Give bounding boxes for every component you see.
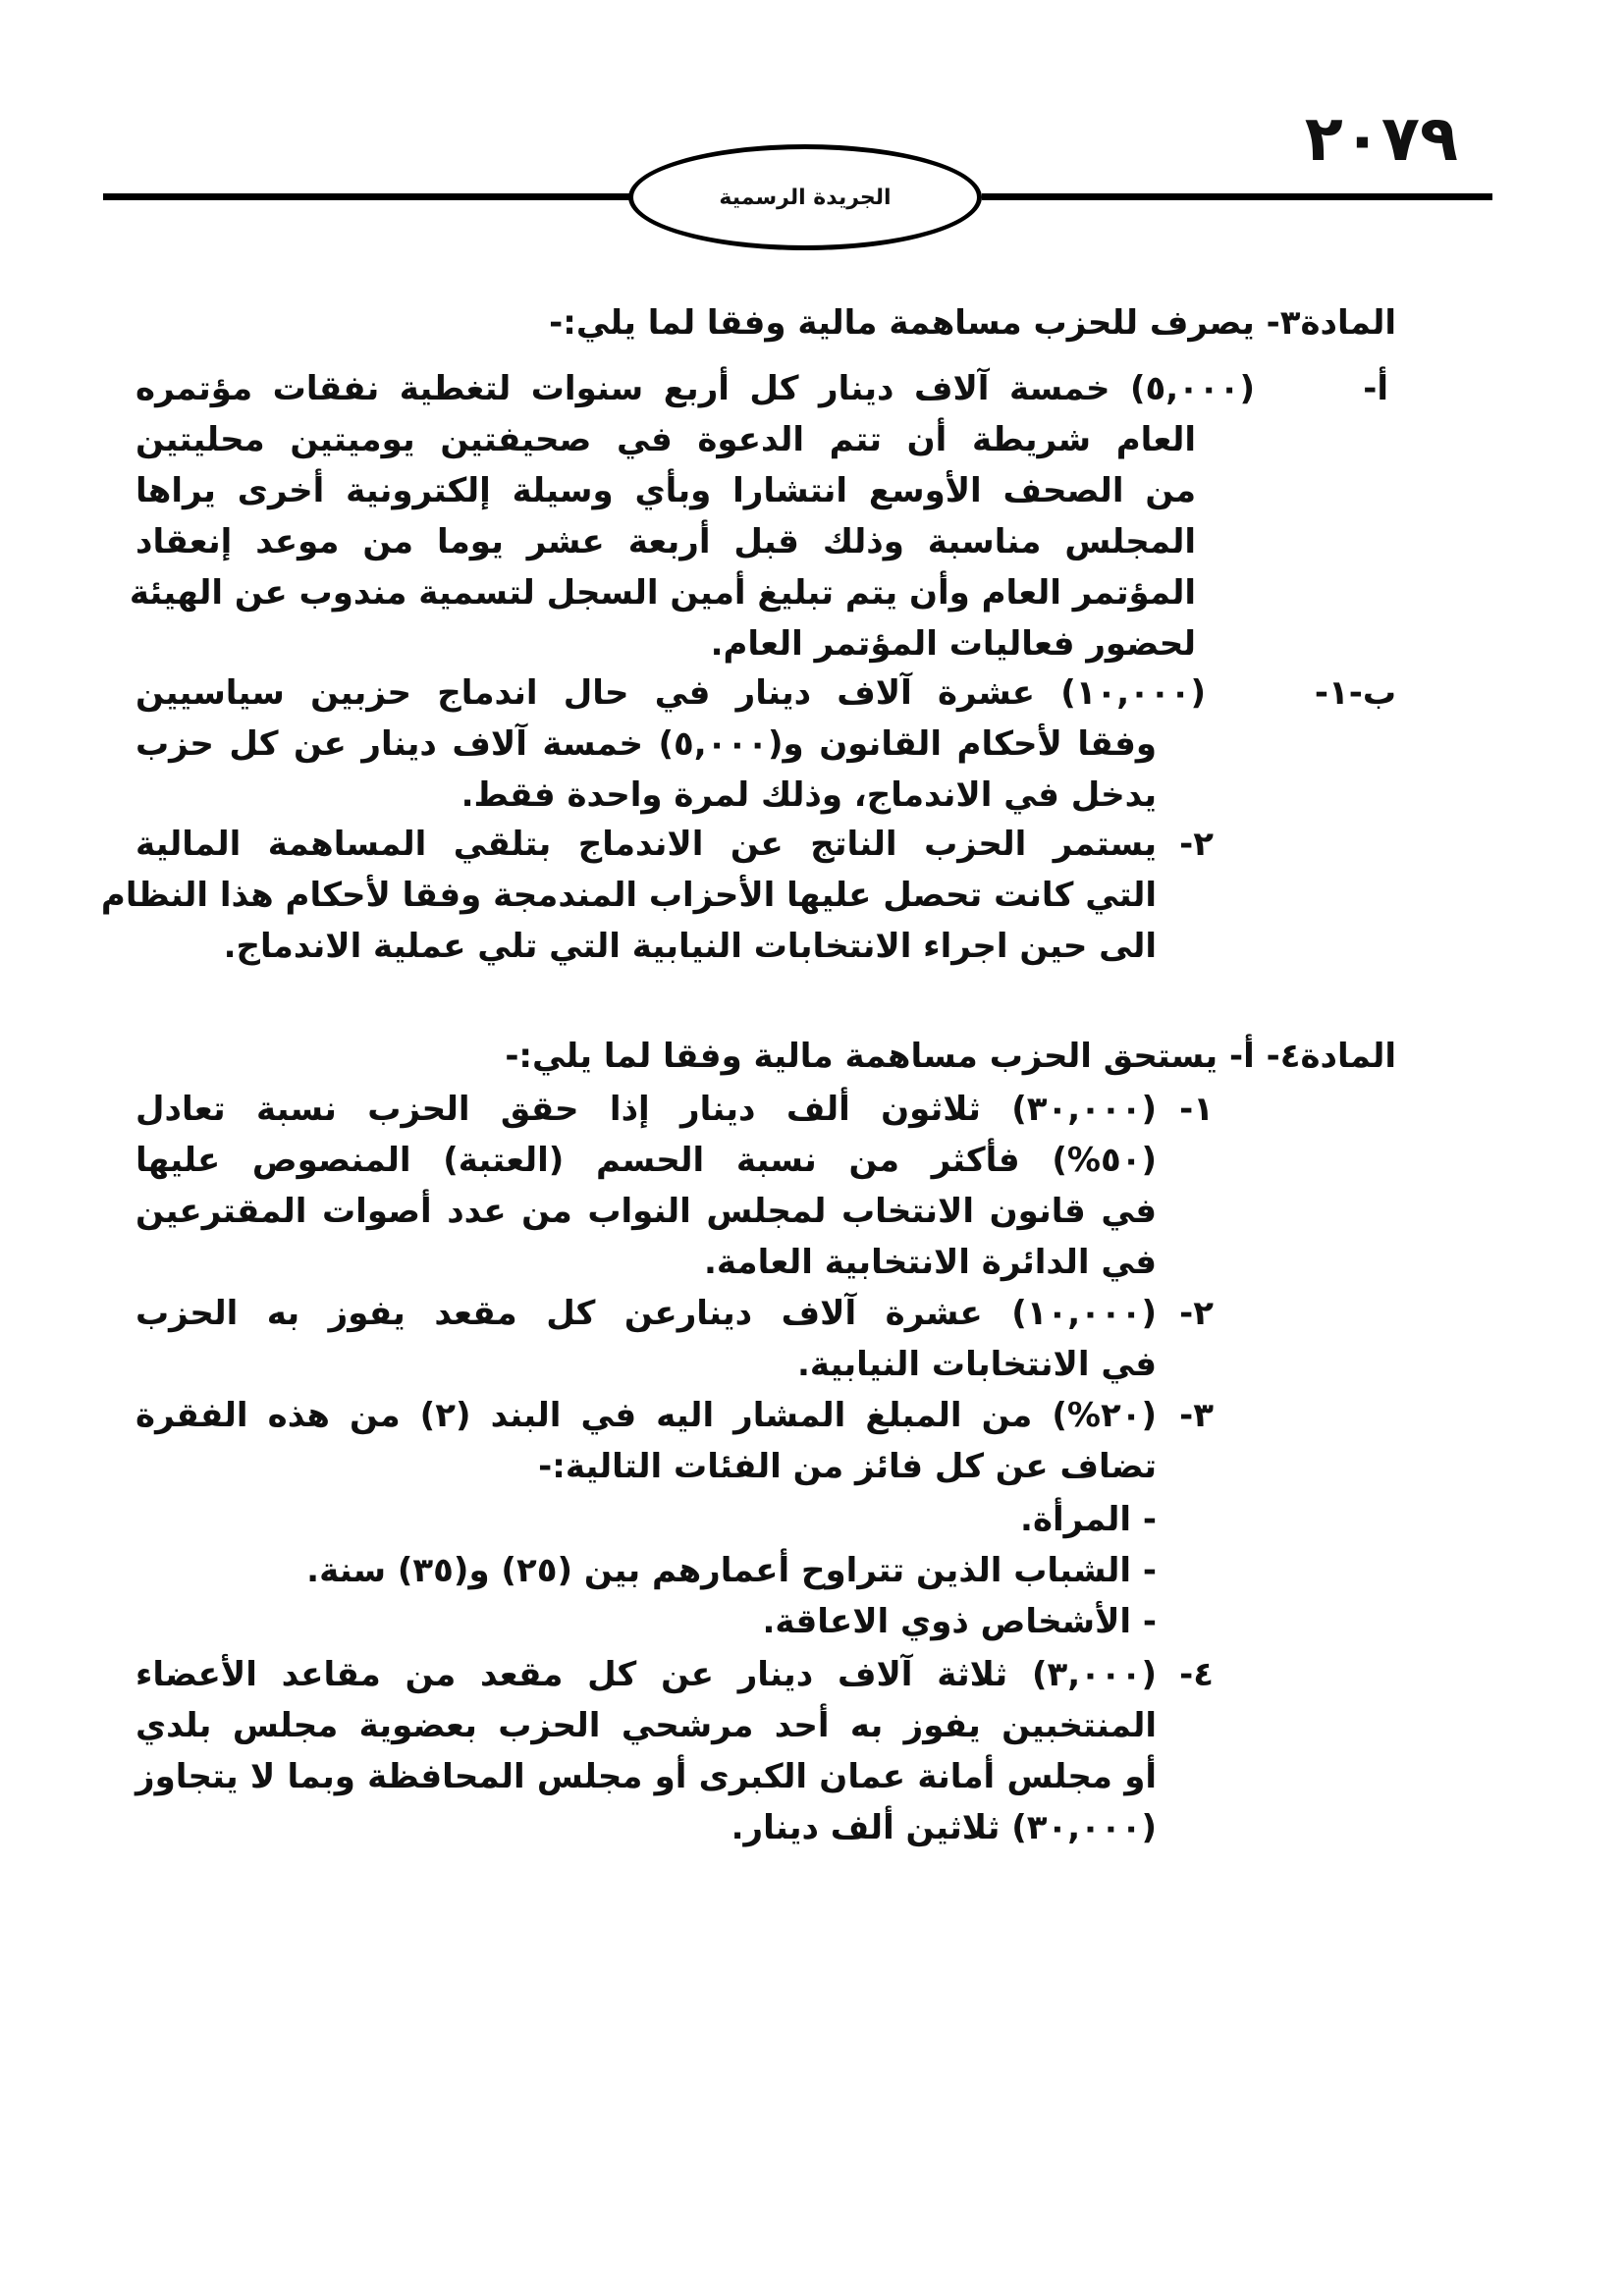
article4-item1-line: (٣٠,٠٠٠) ثلاثون ألف دينار إذا حقق الحزب نسبة تعادل [135,1090,1157,1129]
article3-heading: المادة٣- يصرف للحزب مساهمة مالية وفقا لما يلي:- [549,303,1396,343]
article4-item3-subitem: - المرأة. [1020,1500,1157,1539]
article4-item3-subitem: - الشباب الذين تتراوح أعمارهم بين (٢٥) و(٣٥) سنة. [306,1551,1157,1590]
header-rule-right [982,193,1492,200]
article3-marker-b1: ب-١- [1314,673,1396,713]
article3-b1-line: (١٠,٠٠٠) عشرة آلاف دينار في حال اندماج حزبين سياسيين [135,673,1206,713]
article3-b2-line: التي كانت تحصل عليها الأحزاب المندمجة وفقا لأحكام هذا النظام [100,876,1157,915]
article3-a-line: العام شريطة أن تتم الدعوة في صحيفتين يوميتين محليتين [135,420,1196,459]
article4-heading: المادة٤- أ- يستحق الحزب مساهمة مالية وفقا لما يلي:- [505,1037,1396,1076]
article3-a-line: المؤتمر العام وأن يتم تبليغ أمين السجل لتسمية مندوب عن الهيئة [129,573,1196,613]
article3-a-line: المجلس مناسبة وذلك قبل أربعة عشر يوما من موعد إنعقاد [135,522,1196,561]
article3-b1-line: يدخل في الاندماج، وذلك لمرة واحدة فقط. [460,775,1157,815]
article4-marker-4: ٤- [1179,1655,1214,1694]
article4-item4-line: المنتخبين يفوز به أحد مرشحي الحزب بعضوية مجلس بلدي [135,1706,1157,1745]
article3-a-line: (٥,٠٠٠) خمسة آلاف دينار كل أربع سنوات لتغطية نفقات مؤتمره [135,369,1255,408]
article3-b2-line: الى حين اجراء الانتخابات النيابية التي تلي عملية الاندماج. [223,927,1157,966]
article4-item1-line: في الدائرة الانتخابية العامة. [704,1243,1157,1282]
masthead-title: الجريدة الرسمية [719,185,892,210]
article4-item1-line: في قانون الانتخاب لمجلس النواب من عدد أصوات المقترعين [135,1192,1157,1231]
article4-item2-line: في الانتخابات النيابية. [796,1345,1157,1384]
article3-marker-a: أ- [1363,369,1388,408]
article4-item3-line: (٢٠%) من المبلغ المشار اليه في البند (٢) من هذه الفقرة [135,1396,1157,1435]
article4-item1-line: (٥٠%) فأكثر من نسبة الحسم (العتبة) المنصوص عليها [135,1141,1157,1180]
header-rule-left [103,193,633,200]
article4-item4-line: أو مجلس أمانة عمان الكبرى أو مجلس المحافظة وبما لا يتجاوز [135,1757,1157,1796]
article3-b1-line: وفقا لأحكام القانون و(٥,٠٠٠) خمسة آلاف دينار عن كل حزب [135,724,1157,764]
article4-marker-2: ٢- [1179,1294,1214,1333]
article3-a-line: من الصحف الأوسع انتشارا وبأي وسيلة إلكترونية أخرى يراها [135,471,1196,510]
article4-item4-line: (٣,٠٠٠) ثلاثة آلاف دينار عن كل مقعد من مقاعد الأعضاء [135,1655,1157,1694]
page-number: ٢٠٧٩ [1304,103,1458,176]
article3-a-line: لحضور فعاليات المؤتمر العام. [710,624,1196,664]
article3-b2-line: يستمر الحزب الناتج عن الاندماج بتلقي المساهمة المالية [135,825,1157,864]
article3-marker-b2: ٢- [1179,825,1214,864]
article4-marker-3: ٣- [1179,1396,1214,1435]
article4-item2-line: (١٠,٠٠٠) عشرة آلاف دينارعن كل مقعد يفوز به الحزب [135,1294,1157,1333]
article4-item3-subitem: - الأشخاص ذوي الاعاقة. [762,1602,1157,1641]
masthead-oval [628,144,982,250]
article4-item3-line: تضاف عن كل فائز من الفئات التالية:- [538,1447,1157,1486]
article4-marker-1: ١- [1179,1090,1214,1129]
article4-item4-line: (٣٠,٠٠٠) ثلاثين ألف دينار. [731,1808,1157,1847]
